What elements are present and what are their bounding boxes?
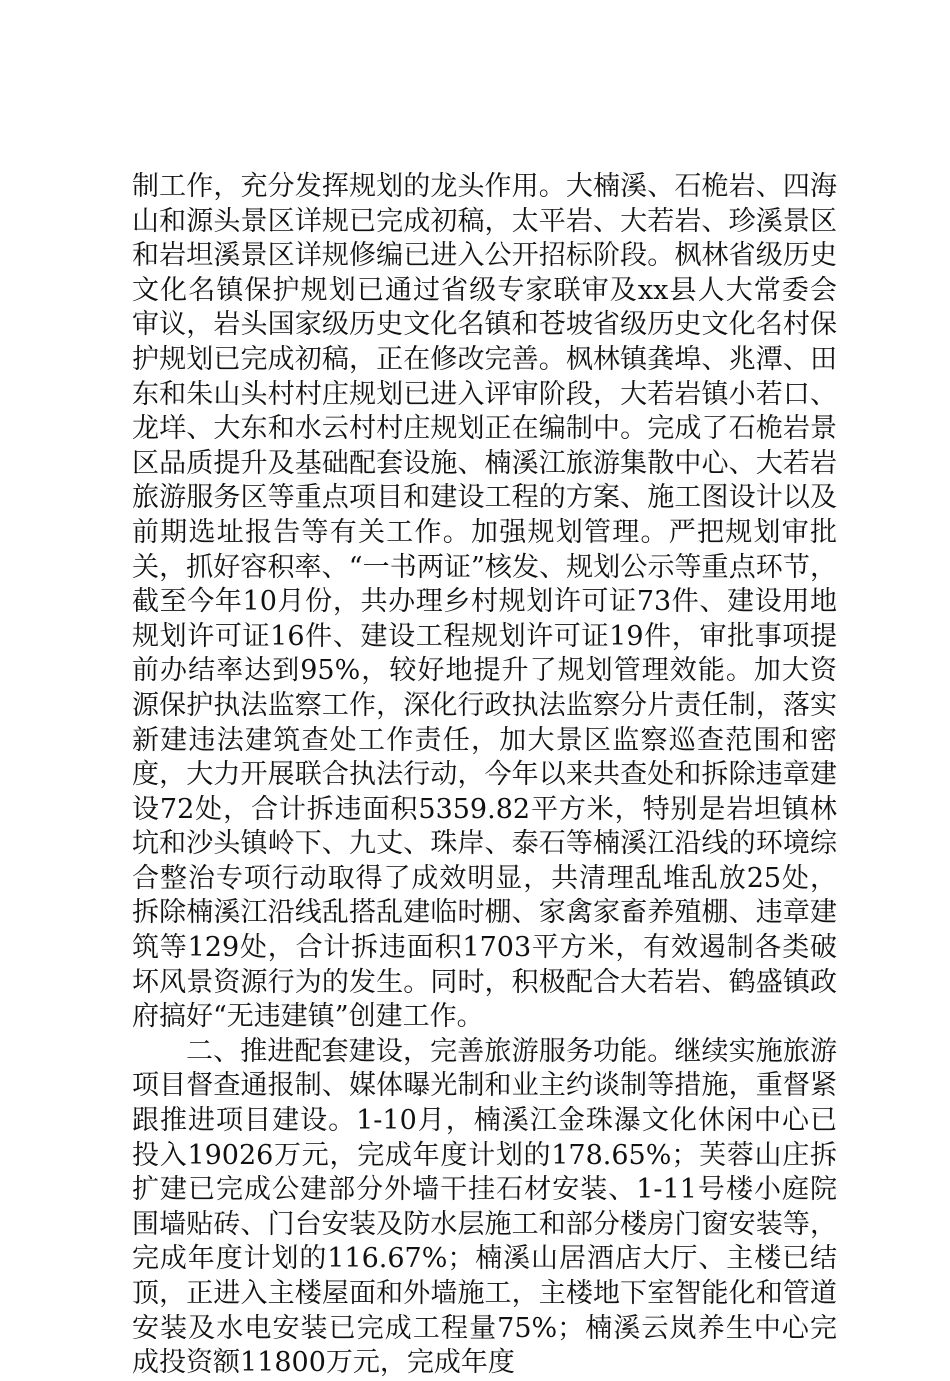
body-paragraph-2: 二、推进配套建设，完善旅游服务功能。继续实施旅游项目督查通报制、媒体曝光制和业主约谈制等措施，重督紧跟推进项目建设。1-10月，楠溪江金珠瀑文化休闲中心已投入19026万元，完成年度计划的178.65%；芙蓉山庄拆扩建已完成公建部分外墙干挂石材安装、1-11号楼小庭院围墙贴砖、门台安装及防水层施工和部分楼房门窗安装等，完成年度计划的116.67%；楠溪山居酒店大厅、主楼已结顶，正进入主楼屋面和外墙施工，主楼地下室智能化和管道安装及水电安装已完成工程量75%；楠溪云岚养生中心完成投资额11800万元，完成年度 (132, 1035, 837, 1379)
document-page (132, 170, 837, 1381)
body-paragraph-1: 制工作，充分发挥规划的龙头作用。大楠溪、石桅岩、四海山和源头景区详规已完成初稿，太平岩、大若岩、珍溪景区和岩坦溪景区详规修编已进入公开招标阶段。枫林省级历史文化名镇保护规划已通过省级专家联审及xx县人大常委会审议，岩头国家级历史文化名镇和苍坡省级历史文化名村保护规划已完成初稿，正在修改完善。枫林镇龚埠、兆潭、田东和朱山头村村庄规划已进入评审阶段，大若岩镇小若口、龙垟、大东和水云村村庄规划正在编制中。完成了石桅岩景区品质提升及基础配套设施、楠溪江旅游集散中心、大若岩旅游服务区等重点项目和建设工程的方案、施工图设计以及前期选址报告等有关工作。加强规划管理。严把规划审批关，抓好容积率、“一书两证”核发、规划公示等重点环节，截至今年10月份，共办理乡村规划许可证73件、建设用地规划许可证16件、建设工程规划许可证19件，审批事项提前办结率达到95%，较好地提升了规划管理效能。加大资源保护执法监察工作，深化行政执法监察分片责任制，落实新建违法建筑查处工作责任，加大景区监察巡查范围和密度，大力开展联合执法行动，今年以来共查处和拆除违章建设72处，合计拆违面积5359.82平方米，特别是岩坦镇林坑和沙头镇岭下、九丈、珠岸、泰石等楠溪江沿线的环境综合整治专项行动取得了成效明显，共清理乱堆乱放25处，拆除楠溪江沿线乱搭乱建临时棚、家禽家畜养殖棚、违章建筑等129处，合计拆违面积1703平方米，有效遏制各类破坏风景资源行为的发生。同时，积极配合大若岩、鹤盛镇政府搞好“无违建镇”创建工作。 (132, 171, 837, 1033)
